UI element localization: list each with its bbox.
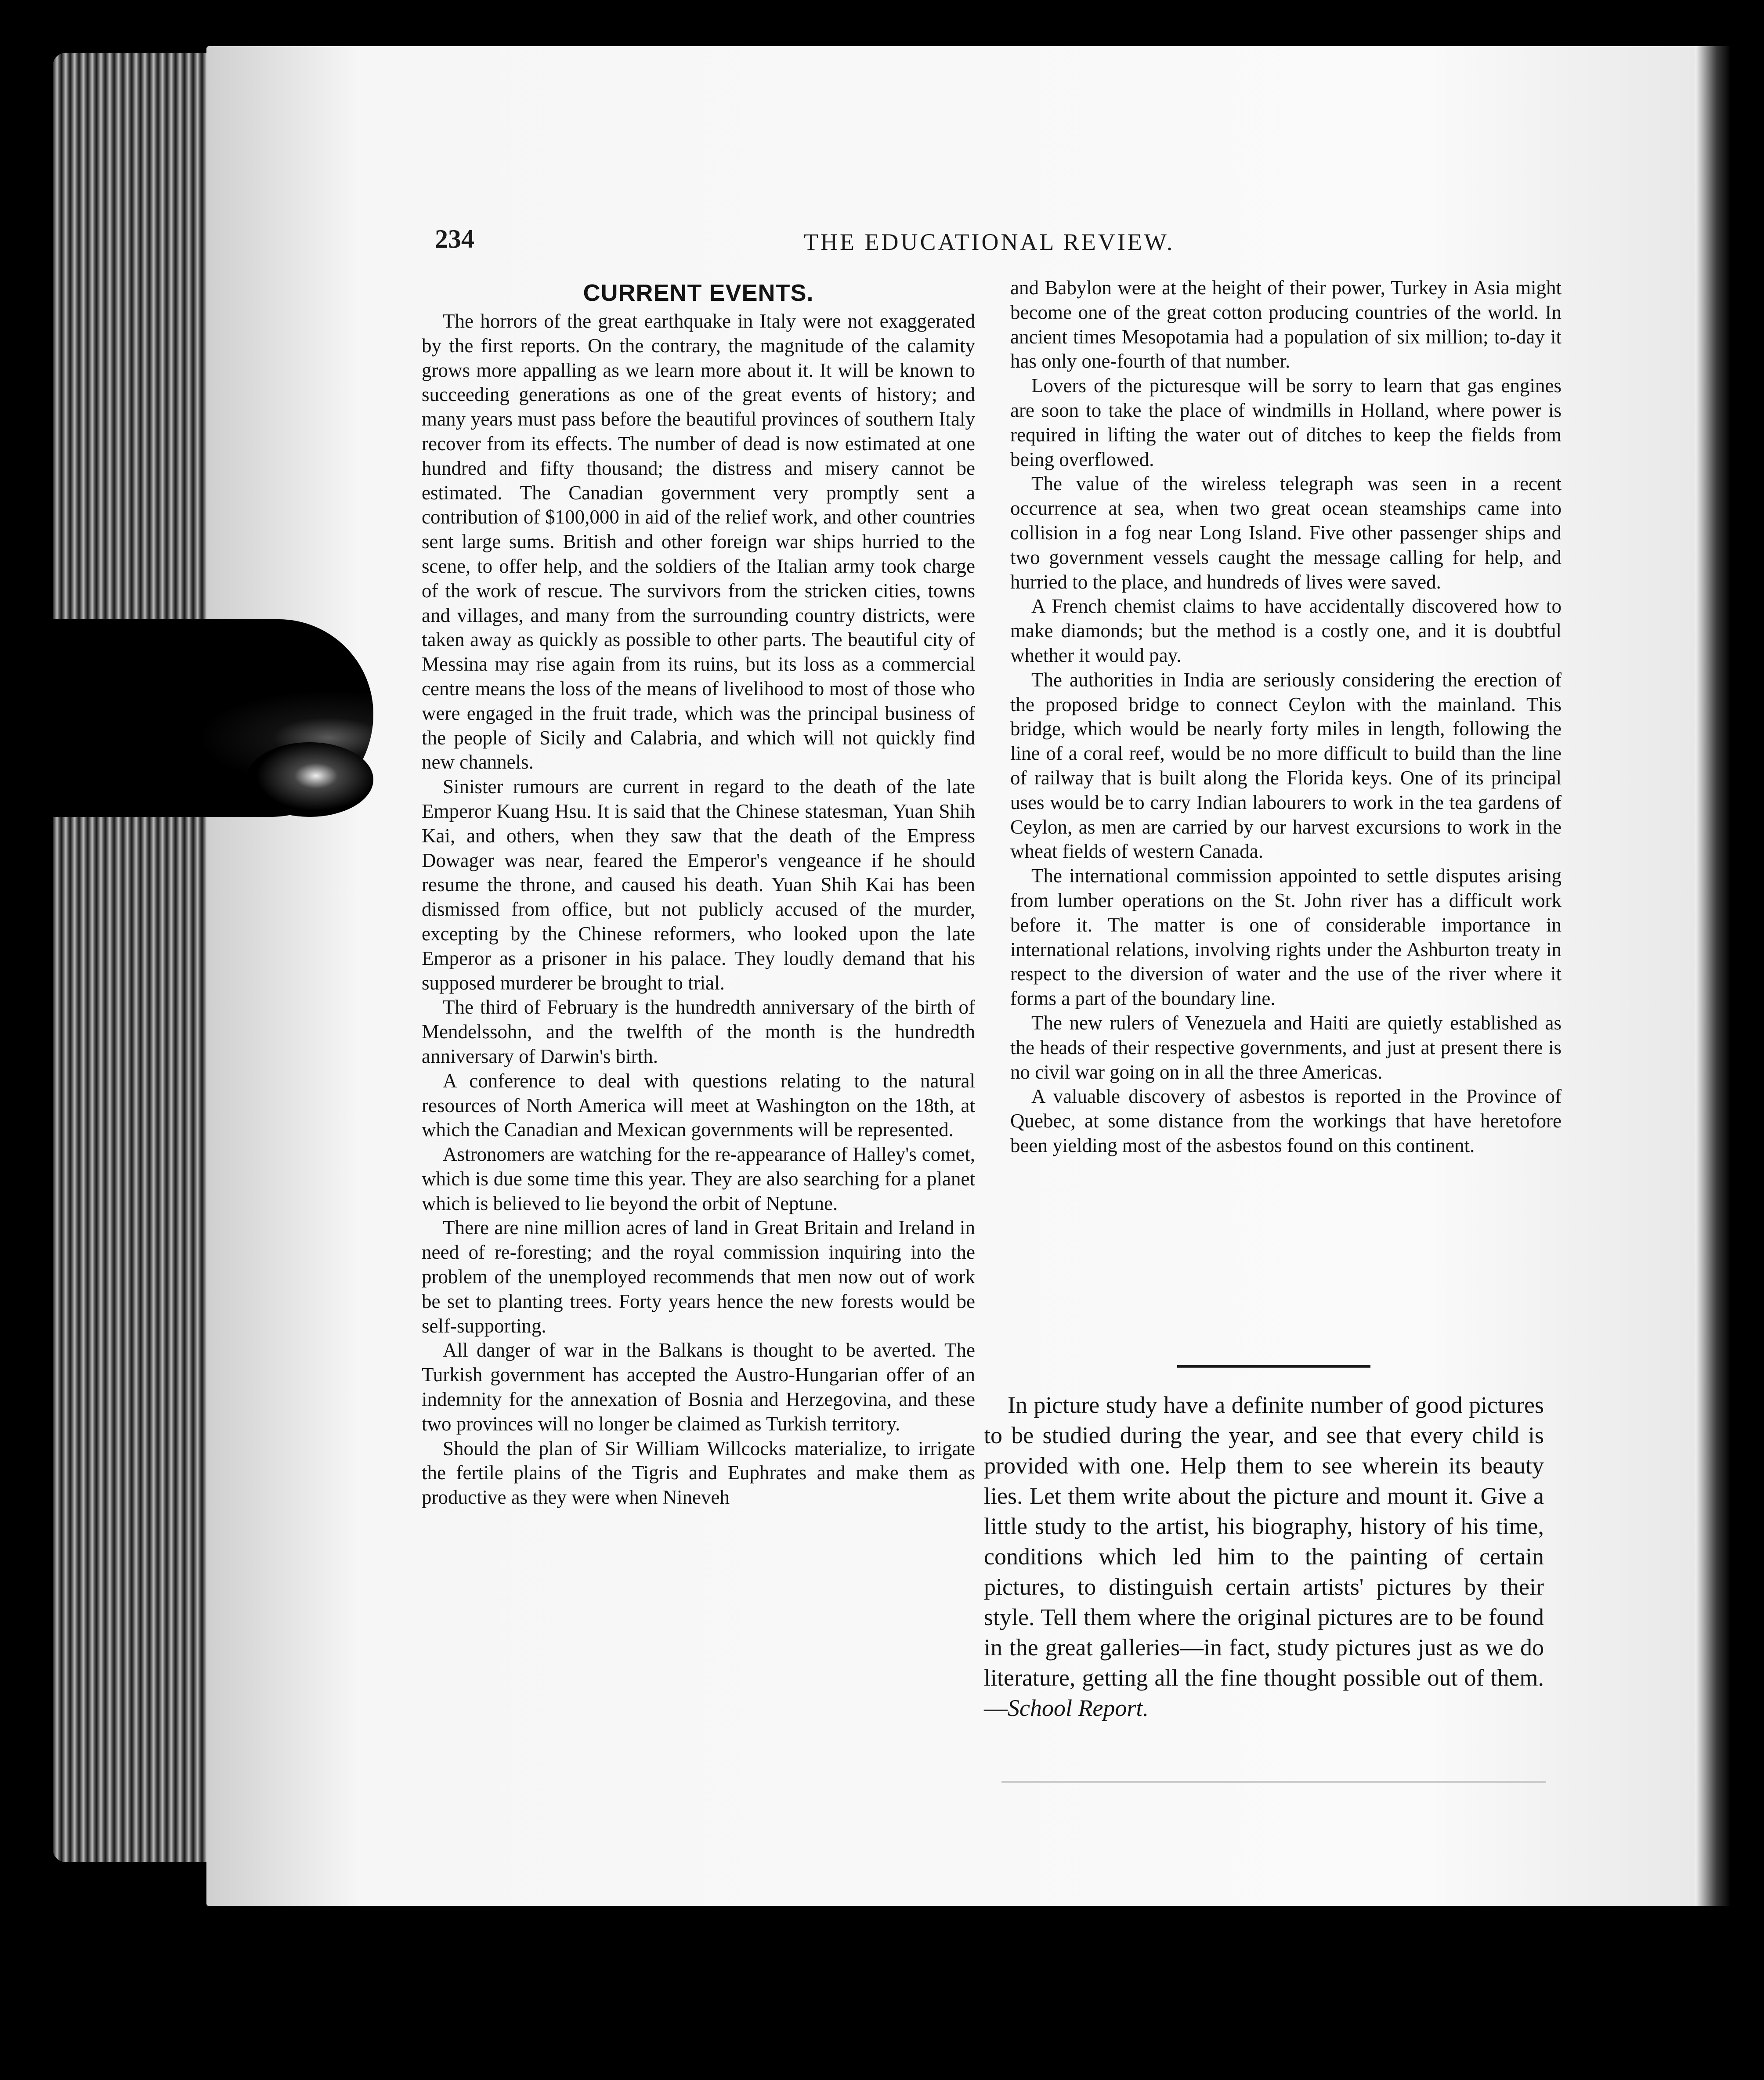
article-paragraph: A French chemist claims to have accidentally discovered how to make diamonds; but the method is a costly one, and it is doubtful whether it would pay. <box>1010 595 1562 666</box>
quote-source: School Report. <box>1008 1695 1149 1721</box>
article-continuation: and Babylon were at the height of their power, Turkey in Asia might become one of the great cotton producing countries of the world. In ancient times Mesopotamia had a population of six million; to-day it has only one-fourth of that number. <box>1010 277 1562 372</box>
article-paragraph: The third of February is the hundredth anniversary of the birth of Mendelssohn, and the twelfth of the month is the hundredth anniversary of Darwin's birth. <box>422 996 975 1067</box>
quote-block <box>984 1390 1544 1723</box>
article-paragraph: Astronomers are watching for the re-appearance of Halley's comet, which is due some time this year. They are also searching for a planet which is believed to lie beyond the orbit of Neptune. <box>422 1143 975 1214</box>
article-paragraph: Sinister rumours are current in regard to the death of the late Emperor Kuang Hsu. It is said that the Chinese statesman, Yuan Shih Kai, and others, when they saw that the death of the Empress Dowager was near, feared the Emperor's vengeance if he should resume the throne, and caused his death. Yuan Shih Kai has been dismissed from office, but not publicly accused of the murder, excepting by the Chinese reformers, who looked upon the late Emperor as a prisoner in his palace. They loudly demand that his supposed murderer be brought to trial. <box>422 776 975 994</box>
quote-paragraph <box>984 1390 1544 1723</box>
article-paragraph: The horrors of the great earthquake in Italy were not exaggerated by the first reports. On the contrary, the magnitude of the calamity grows more appalling as we learn more about it. It will be known to succeeding generations as one of the great events of history; and many years must pass before the beautiful provinces of southern Italy recover from its effects. The number of dead is now estimated at one hundred and fifty thousand; the distress and misery cannot be estimated. The Canadian government very promptly sent a contribution of $100,000 in aid of the relief work, and other countries sent large sums. British and other foreign war ships hurried to the scene, to offer help, and the soldiers of the Italian army took charge of the work of rescue. The survivors from the stricken cities, towns and villages, and many from the surrounding country districts, were taken away as quickly as possible to other parts. The beautiful city of Messina may rise again from its ruins, but its loss as a commercial centre means the loss of the means of livelihood to most of those who were engaged in the fruit trade, which was the principal business of the people of Sicily and Calabria, and which will not quickly find new channels. <box>422 310 975 773</box>
article-paragraph: The authorities in India are seriously considering the erection of the proposed bridge to connect Ceylon with the mainland. This bridge, which would be nearly forty miles in length, following the line of a coral reef, would be no more difficult to build than the line of railway that is built along the Florida keys. One of its principal uses would be to carry Indian labourers to work in the tea gardens of Ceylon, as men are carried by our harvest excursions to work in the wheat fields of western Canada. <box>1010 668 1562 863</box>
article-paragraph: All danger of war in the Balkans is thought to be averted. The Turkish government has accepted the Austro-Hungarian offer of an indemnity for the annexation of Bosnia and Herzegovina, and these two provinces will no longer be claimed as Turkish territory. <box>422 1339 975 1435</box>
article-paragraph: Should the plan of Sir William Willcocks materialize, to irrigate the fertile plains of the Tigris and Euphrates and make them as productive as they were when Nineveh <box>422 1437 975 1509</box>
section-divider <box>1177 1365 1370 1368</box>
article-paragraph: A conference to deal with questions relating to the natural resources of North America will meet at Washington on the 18th, at which the Canadian and Mexican governments will be represented. <box>422 1069 975 1141</box>
article-paragraph: Lovers of the picturesque will be sorry to learn that gas engines are soon to take the place of windmills in Holland, where power is required in lifting the water out of ditches to keep the fields from being overflowed. <box>1010 375 1562 470</box>
book-gutter-shadow <box>1695 46 1731 1906</box>
article-paragraph: The new rulers of Venezuela and Haiti are quietly established as the heads of their respective governments, and just at present there is no civil war going on in all the three Americas. <box>1010 1011 1562 1083</box>
right-column <box>1010 276 1562 1158</box>
bleed-through-line <box>1001 1781 1546 1783</box>
article-paragraph: The international commission appointed to settle disputes arising from lumber operations on the St. John river has a difficult work before it. The matter is one of considerable importance in international relations, involving rights under the Ashburton treaty in respect to the diversion of water and the use of the river where it forms a part of the boundary line. <box>1010 865 1562 1010</box>
article-paragraph: The value of the wireless telegraph was seen in a recent occurrence at sea, when two great ocean steamships came into collision in a fog near Long Island. Five other passenger ships and two government vessels caught the message calling for help, and hurried to the place, and hundreds of lives were saved. <box>1010 473 1562 593</box>
thumb-tip <box>246 742 373 817</box>
running-title: THE EDUCATIONAL REVIEW. <box>804 229 1175 255</box>
article-paragraph: There are nine million acres of land in Great Britain and Ireland in need of re-foresting; and the royal commission inquiring into the problem of the unemployed recommends that men now out of work be set to planting trees. Forty years hence the new forests would be self-supporting. <box>422 1217 975 1337</box>
section-heading: CURRENT EVENTS. <box>583 280 814 306</box>
quote-text: In picture study have a definite number of good pictures to be studied during the year, and see that every child is provided with one. Help them to see wherein its beauty lies. Let them write about the picture and mount it. Give a little study to the artist, his biography, history of his time, conditions which led him to the painting of certain pictures, to distinguish certain artists' pictures by their style. Tell them where the original pictures are to be found in the great galleries—in fact, study pictures just as we do literature, getting all the fine thought possible out of them.— <box>984 1392 1544 1721</box>
page-header <box>435 224 1247 264</box>
page-number: 234 <box>435 224 474 253</box>
left-column <box>422 277 975 1510</box>
article-paragraph: A valuable discovery of asbestos is reported in the Province of Quebec, at some distance from the workings that have heretofore been yielding most of the asbestos found on this continent. <box>1010 1085 1562 1156</box>
